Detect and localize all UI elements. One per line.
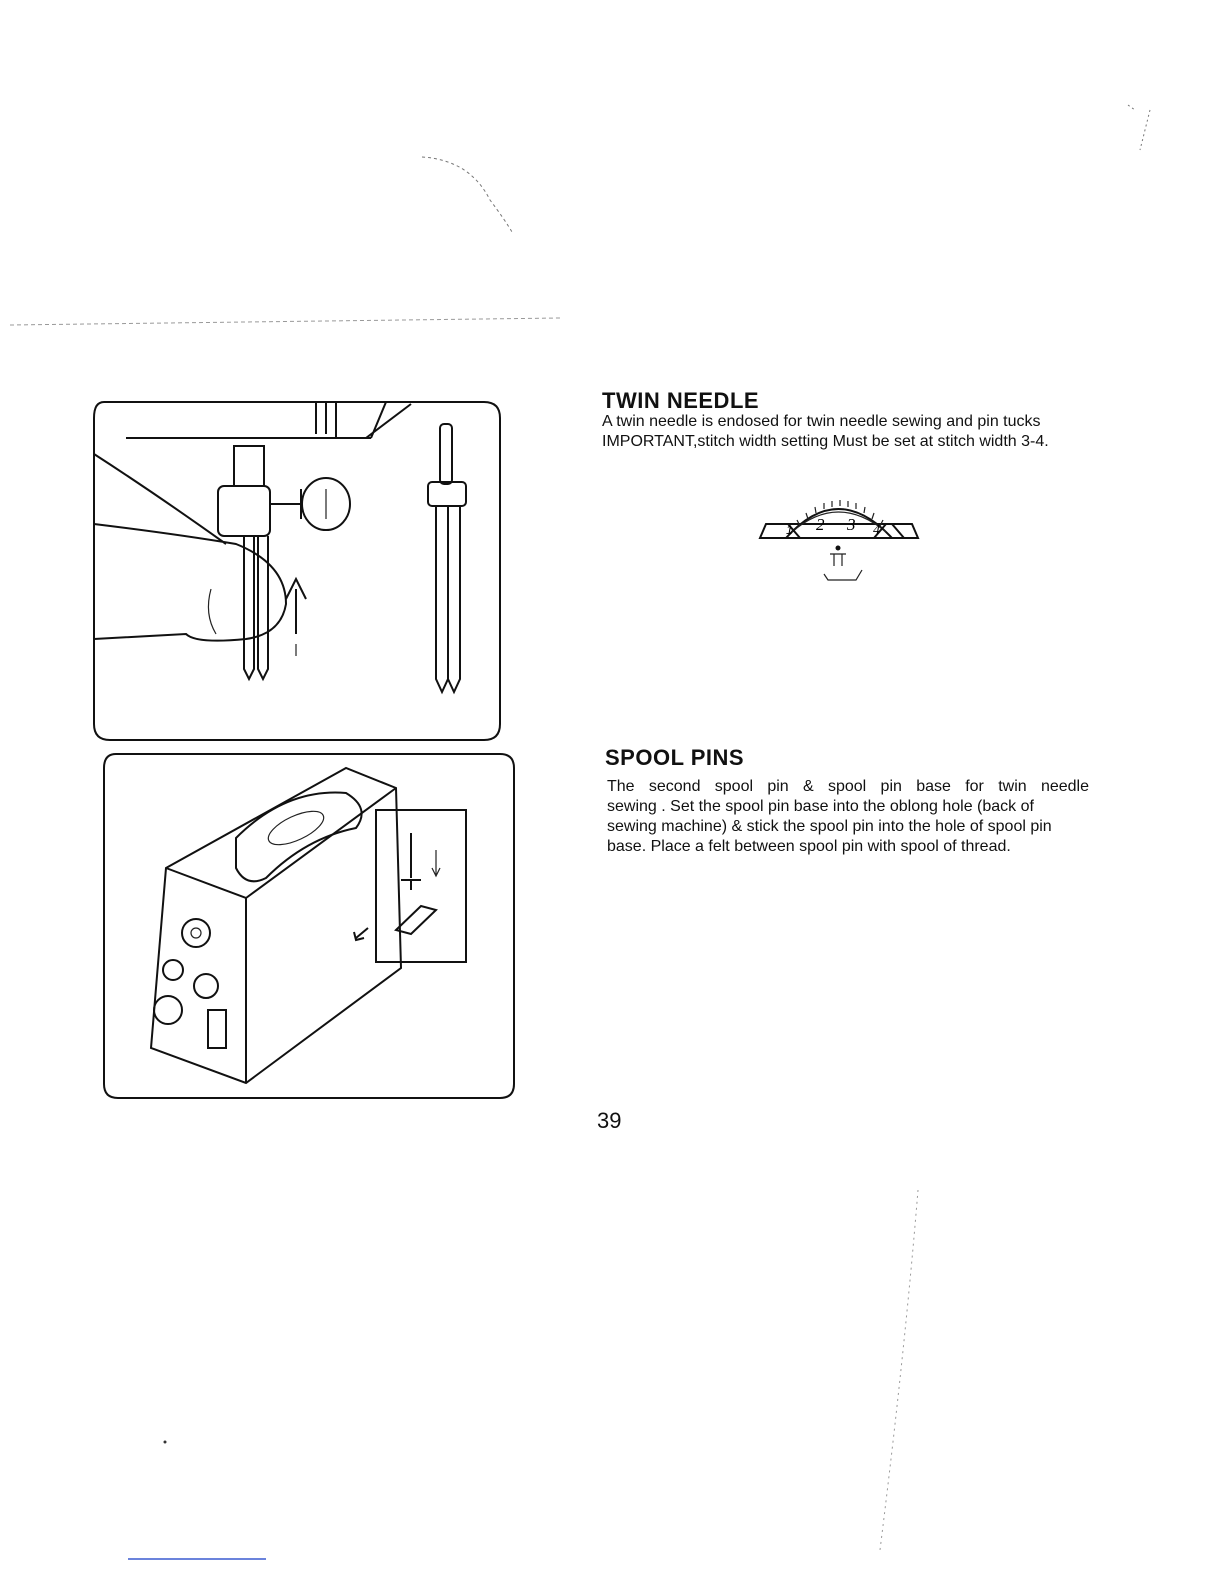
spool-pins-line-4: base. Place a felt between spool pin with spool of thread. — [607, 838, 1011, 855]
spool-pins-line-1: The second spool pin & spool pin base for twin needle — [607, 778, 1089, 795]
spool-pins-heading: SPOOL PINS — [605, 745, 745, 770]
dial-tick-marks — [797, 500, 883, 526]
spool-pins-description — [607, 777, 1107, 857]
spool-pin-illustration — [96, 748, 520, 1104]
page-number: 39 — [597, 1108, 622, 1133]
spool-pins-line-2: sewing . Set the spool pin base into the oblong hole (back of — [607, 798, 1034, 815]
dial-number-2: 2 — [816, 515, 825, 534]
twin-needle-line-2: IMPORTANT,stitch width setting Must be set at stitch width 3-4. — [602, 433, 1049, 450]
dial-number-3: 3 — [847, 515, 856, 534]
twin-needle-line-1: A twin needle is endosed for twin needle sewing and pin tucks — [602, 413, 1041, 430]
spool-pins-line-3: sewing machine) & stick the spool pin into the hole of spool pin — [607, 818, 1052, 835]
dial-number-4: 4 — [873, 523, 880, 538]
twin-needle-description — [602, 412, 1122, 452]
stitch-width-dial — [752, 486, 924, 592]
twin-needle-heading: TWIN NEEDLE — [602, 388, 760, 413]
twin-needle-illustration — [86, 394, 510, 746]
dial-number-1: 1 — [786, 523, 793, 537]
